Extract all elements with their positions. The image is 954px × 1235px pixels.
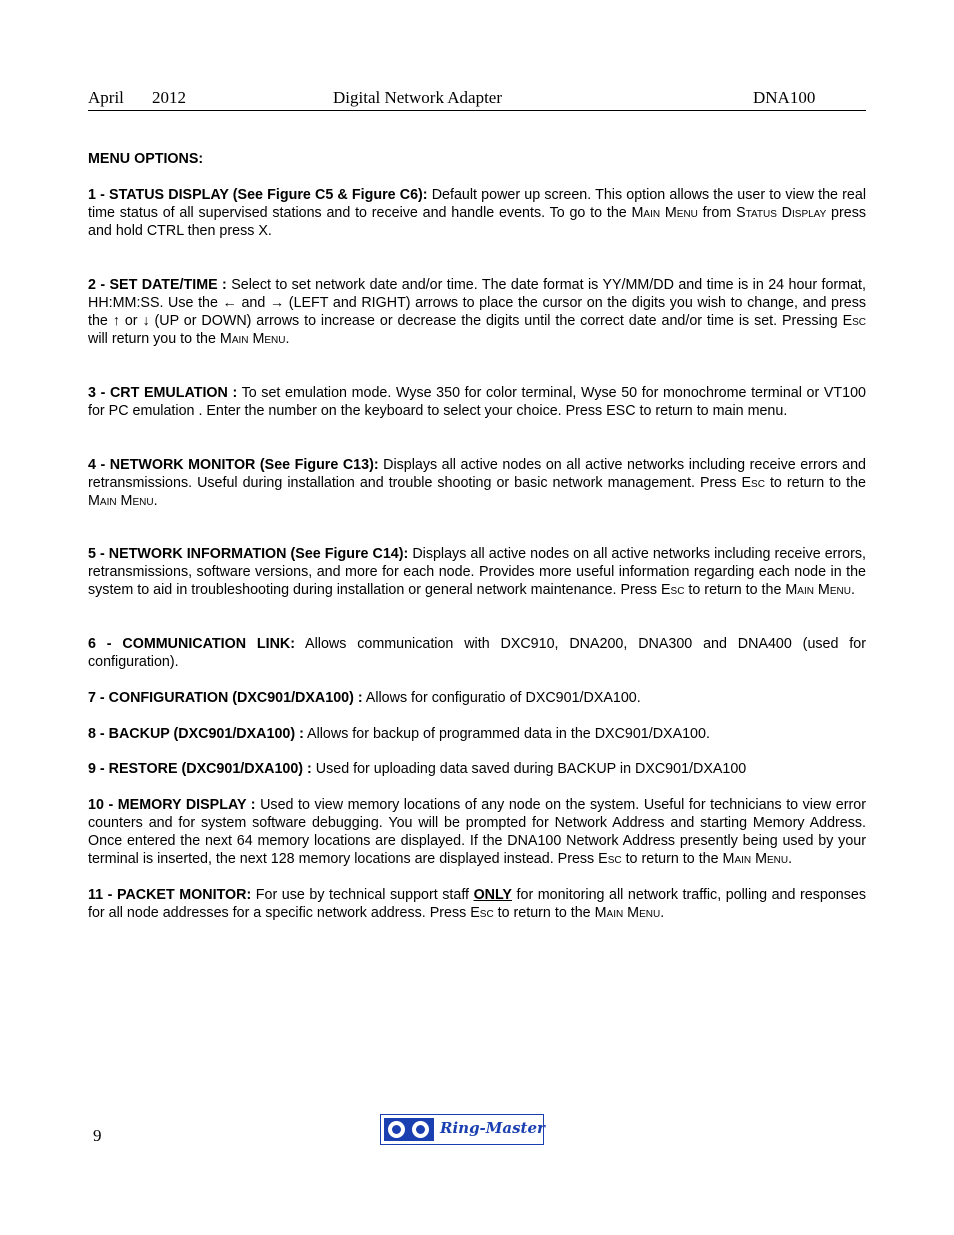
option-label: 8 - BACKUP (DXC901/DXA100) : [88, 726, 304, 742]
option-text: Displays all active nodes on all active networks including receive errors and retransmissions. Useful during installation and trouble shooting or basic network management. Press [88, 457, 866, 491]
ring-master-logo [380, 1114, 544, 1145]
option-text: . [285, 331, 290, 347]
option-text: . [850, 582, 855, 598]
option-emphasis: ONLY [473, 887, 512, 903]
logo-ring-icon [412, 1121, 429, 1138]
option-label: 1 - STATUS DISPLAY (See Figure C5 & Figure C6): [88, 187, 428, 203]
option-text: Main Menu [88, 493, 154, 509]
option-text: Allows communication with DXC910, DNA200, DNA300 and DNA400 (used for configuration). [88, 636, 866, 670]
page-number: 9 [93, 1126, 102, 1145]
option-text: Main Menu [594, 905, 661, 921]
logo-text: Ring-Master [440, 1119, 545, 1137]
option-configuration [88, 689, 866, 707]
logo-ring-icon [388, 1121, 405, 1138]
option-text: Allows for backup of programmed data in the DXC901/DXA100. [303, 726, 710, 742]
option-backup [88, 725, 866, 743]
option-label: 7 - CONFIGURATION (DXC901/DXA100) : [88, 690, 363, 706]
option-text: Displays all active nodes on all active networks including receive errors, retransmissions, software versions, and more for each node. Provides more useful information regarding each node in the system to aid in troubleshooting during installation or general network maintenance. Press [88, 546, 866, 598]
option-text: Esc [741, 475, 765, 491]
option-text: Used to view memory locations of any node on the system. Useful for technicians to view error counters and for system software debugging. You will be prompted for Network Address and starting Memory Address. Once entered the next 64 memory locations are displayed. If the DNA100 Network Address presently being used by your terminal is inserted, the next 128 memory locations are displayed instead. Press [88, 797, 866, 867]
option-text: Main Menu [631, 205, 698, 221]
option-text: Used for uploading data saved during BACKUP in DXC901/DXA100 [311, 761, 747, 777]
option-network-monitor [88, 456, 866, 510]
option-label: 10 - MEMORY DISPLAY : [88, 797, 256, 813]
option-network-information [88, 545, 866, 599]
logo-circles-icon [384, 1118, 434, 1141]
option-restore [88, 760, 866, 778]
option-text: will return you to the [88, 331, 220, 347]
option-text: to return to the [621, 851, 723, 867]
option-label: 3 - CRT EMULATION : [88, 385, 238, 401]
option-text: to return to the [684, 582, 786, 598]
header-model: DNA100 [753, 88, 816, 107]
option-text: . [660, 905, 665, 921]
option-label: 9 - RESTORE (DXC901/DXA100) : [88, 761, 312, 777]
option-text: Allows for configuratio of DXC901/DXA100. [362, 690, 641, 706]
option-packet-monitor [88, 886, 866, 922]
option-crt-emulation [88, 384, 866, 420]
option-text: from [697, 205, 737, 221]
option-text: Main Menu [785, 582, 851, 598]
option-text: To set emulation mode. Wyse 350 for color terminal, Wyse 50 for monochrome terminal or VT100 for PC emulation . Enter the number on the keyboard to select your choice. Press ESC to return to main menu. [88, 385, 866, 419]
option-label: 6 - COMMUNICATION LINK: [88, 636, 295, 652]
option-text: . [788, 851, 793, 867]
option-communication-link [88, 635, 866, 671]
option-label: 11 - PACKET MONITOR: [88, 887, 252, 903]
option-status-display [88, 186, 866, 240]
page-header [88, 88, 866, 111]
option-text: Select to set network date and/or time. The date format is YY/MM/DD and time is in 24 hour format, HH:MM:SS. Use the ← and → (LEFT and RIGHT) arrows to place the cursor on the digits you wish to change, and press the ↑ or ↓ (UP or DOWN) arrows to increase or decrease the digits until the correct date and/or time is set. Pressing [88, 277, 866, 329]
menu-options-heading: MENU OPTIONS: [88, 151, 204, 167]
option-text: to return to the [764, 475, 866, 491]
option-text: press and hold CTRL then press X. [88, 205, 867, 239]
option-memory-display [88, 796, 866, 868]
option-text: Main Menu [219, 331, 286, 347]
menu-options-section [88, 150, 866, 922]
option-label: 2 - SET DATE/TIME : [88, 277, 227, 293]
option-label: 4 - NETWORK MONITOR (See Figure C13): [88, 457, 379, 473]
option-text: Esc [470, 905, 494, 921]
option-text: For use by technical support staff [251, 887, 474, 903]
option-set-date-time [88, 276, 866, 348]
option-label: 5 - NETWORK INFORMATION (See Figure C14): [88, 546, 409, 562]
option-text: Esc [842, 313, 866, 329]
option-text: Esc [661, 582, 685, 598]
option-text: Esc [598, 851, 622, 867]
header-year: 2012 [152, 88, 186, 107]
option-text: Default power up screen. This option allows the user to view the real time status of all supervised stations and to receive and handle events. To go to the [88, 187, 866, 221]
option-text: Main Menu [722, 851, 789, 867]
header-month: April [88, 88, 124, 107]
option-text: for monitoring all network traffic, polling and responses for all node addresses for a specific network address. Press [88, 887, 866, 921]
option-text: . [153, 493, 158, 509]
header-title: Digital Network Adapter [333, 88, 503, 107]
option-text: to return to the [493, 905, 595, 921]
option-text: Status Display [736, 205, 827, 221]
